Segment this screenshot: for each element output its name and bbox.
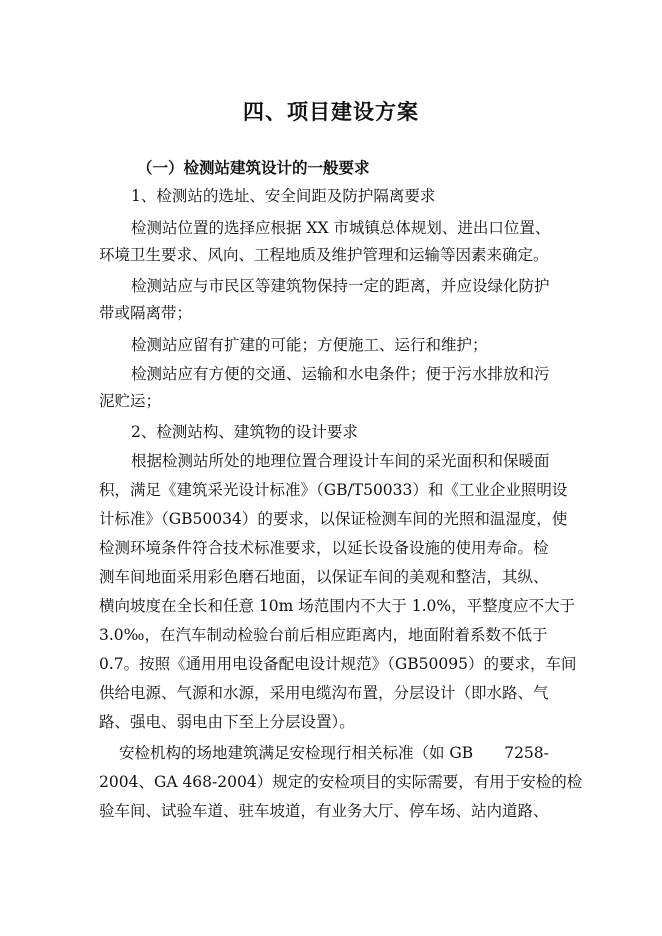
section-heading: （一）检测站建筑设计的一般要求 [137, 159, 370, 177]
paragraph-5-line-1: 根据检测站所处的地理位置合理设计车间的采光面积和保暖面 [131, 452, 550, 470]
item-heading-2: 2、检测站构、建筑物的设计要求 [131, 423, 358, 441]
paragraph-5-line-5: 测车间地面采用彩色磨石地面，以保证车间的美观和整洁，其纵、 [99, 568, 549, 586]
paragraph-2-line-1: 检测站应与市民区等建筑物保持一定的距离，并应设绿化防护 [131, 277, 550, 295]
paragraph-5-line-3: 计标准》（GB50034）的要求，以保证检测车间的光照和温湿度，使 [99, 510, 568, 528]
paragraph-4-line-2: 泥贮运； [99, 392, 162, 410]
paragraph-1-line-2: 环境卫生要求、风向、工程地质及维护管理和运输等因素来确定。 [99, 246, 549, 264]
paragraph-5-line-7: 3.0‰，在汽车制动检验台前后相应距离内，地面附着系数不低于 [99, 626, 548, 644]
paragraph-5-line-2: 积，满足《建筑采光设计标准》（GB/T50033）和《工业企业照明设 [99, 481, 568, 499]
paragraph-5-line-4: 检测环境条件符合技术标准要求，以延长设备设施的使用寿命。检 [99, 539, 549, 557]
paragraph-2-line-2: 带或隔离带； [99, 304, 193, 322]
paragraph-5-line-6: 横向坡度在全长和任意 10m 场范围内不大于 1.0%，平整度应不大于 [99, 597, 576, 615]
paragraph-4-line-1: 检测站应有方便的交通、运输和水电条件；便于污水排放和污 [131, 365, 550, 383]
item-heading-1: 1、检测站的选址、安全间距及防护隔离要求 [131, 187, 436, 205]
paragraph-5-line-9: 供给电源、气源和水源，采用电缆沟布置，分层设计（即水路、气 [99, 684, 549, 702]
paragraph-1-line-1: 检测站位置的选择应根据 XX 市城镇总体规划、进出口位置、 [131, 219, 551, 237]
paragraph-6-line-2: 2004、GA 468-2004）规定的安检项目的实际需要，有用于安检的检 [99, 773, 583, 791]
page-title: 四、项目建设方案 [243, 100, 419, 124]
paragraph-5-line-10: 路、强电、弱电由下至上分层设置）。 [99, 713, 355, 731]
paragraph-3-line-1: 检测站应留有扩建的可能；方便施工、运行和维护； [131, 336, 488, 354]
paragraph-6-line-1: 安检机构的场地建筑满足安检现行相关标准（如 GB 7258- [119, 744, 549, 762]
paragraph-6-line-3: 验车间、试验车道、驻车坡道，有业务大厅、停车场、站内道路、 [99, 802, 549, 820]
paragraph-5-line-8: 0.7。按照《通用用电设备配电设计规范》（GB50095）的要求，车间 [99, 655, 577, 673]
